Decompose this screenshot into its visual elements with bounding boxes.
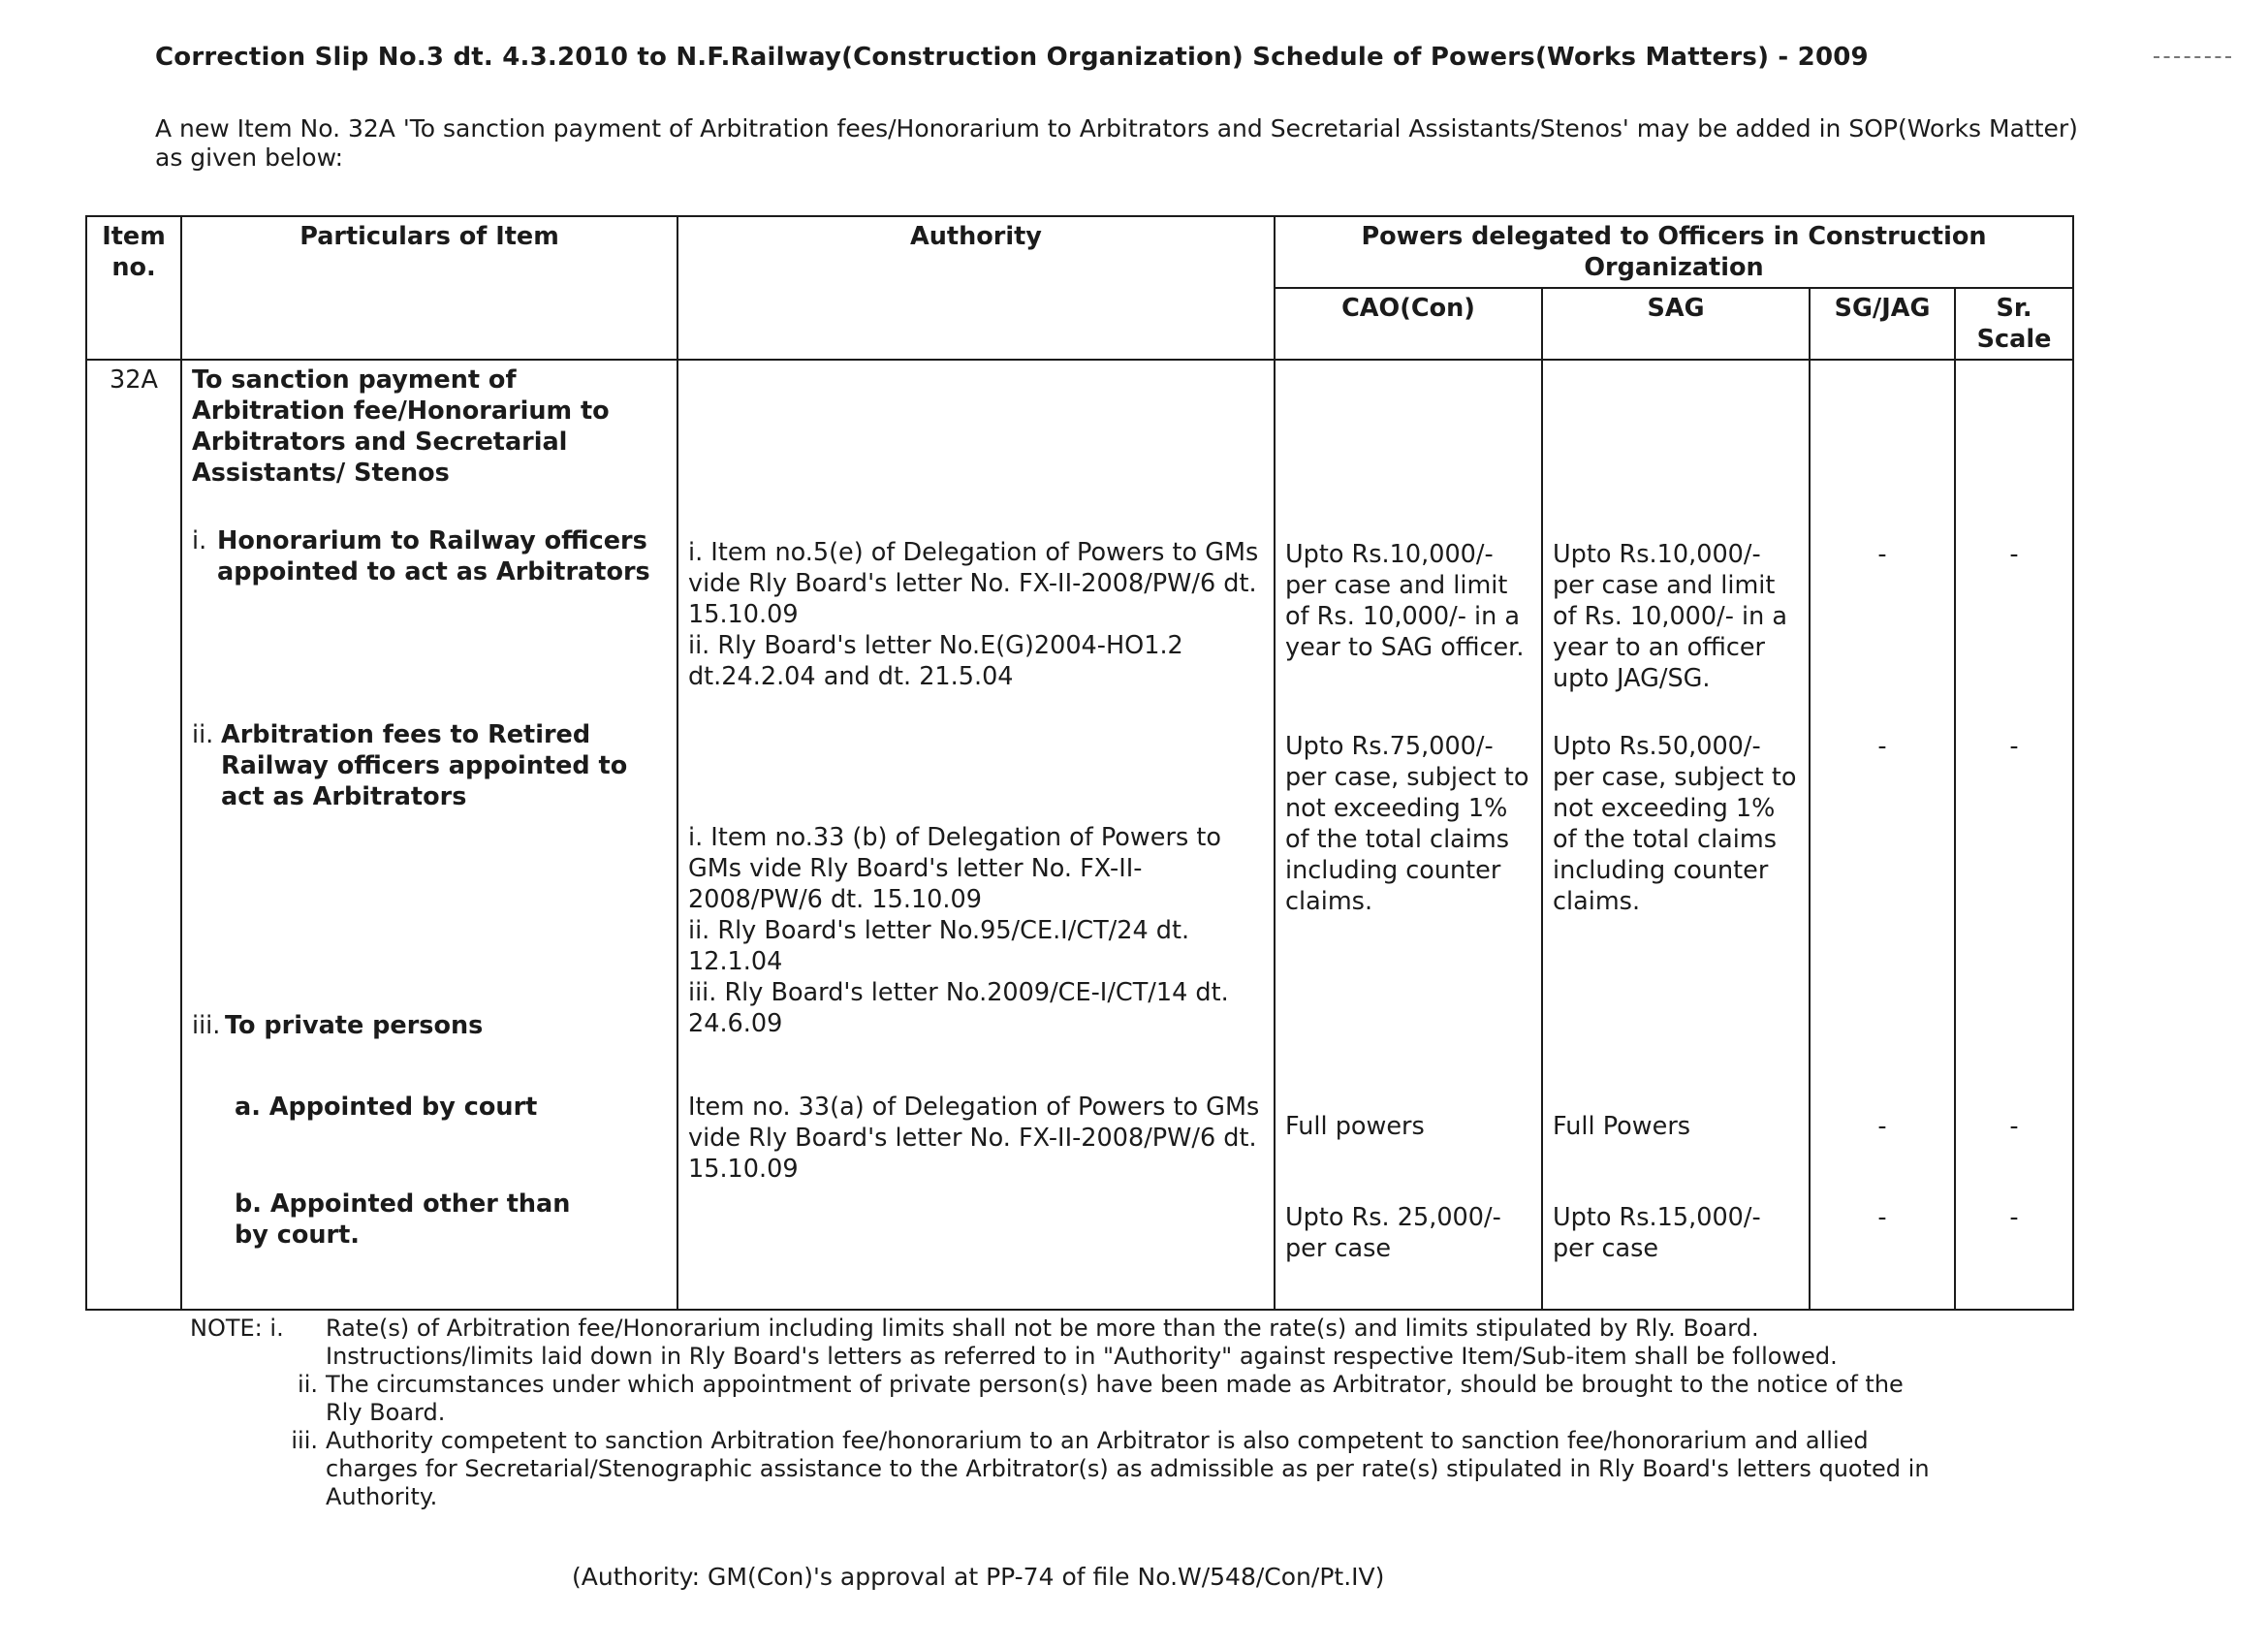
item-number: 32A [110, 365, 158, 395]
document-title: Correction Slip No.3 dt. 4.3.2010 to N.F.Railway(Construction Organization) Schedule of Powers(Works Matters) - 2009 [155, 43, 1869, 72]
authority-ii-2: ii. Rly Board's letter No.95/CE.I/CT/24 dt. 12.1.04 [688, 916, 1190, 976]
cell-cao [1275, 360, 1542, 1310]
sag-sub-iii-a: Full Powers [1553, 1112, 1691, 1141]
cao-sub-iii-b: Upto Rs. 25,000/- per case [1285, 1203, 1501, 1263]
sub-item-iii-label: To private persons [225, 1011, 484, 1040]
sag-sub-i: Upto Rs.10,000/- per case and limit of Rs. 10,000/- in a year to an officer upto JAG/SG. [1553, 540, 1788, 693]
cell-sag [1542, 360, 1810, 1310]
note-heading: NOTE: [190, 1315, 263, 1342]
sgjag-sub-iii-a: - [1877, 1112, 1887, 1141]
schedule-table [85, 215, 2074, 1311]
note-lead [190, 1315, 326, 1371]
cao-sub-iii-a: Full powers [1285, 1112, 1425, 1141]
cell-authority [677, 360, 1275, 1310]
notes-section [190, 1315, 1944, 1511]
authority-ii-3: iii. Rly Board's letter No.2009/CE-I/CT/14 dt. 24.6.09 [688, 978, 1229, 1038]
sub-item-iii-a: a. Appointed by court [235, 1093, 538, 1122]
header-sag: SAG [1542, 288, 1810, 360]
authority-i-1: i. Item no.5(e) of Delegation of Powers to GMs vide Rly Board's letter No. FX-II-2008/PW/6 dt. 15.10.09 [688, 538, 1259, 629]
cell-sr-scale [1955, 360, 2073, 1310]
cell-particulars [181, 360, 677, 1310]
note-iii [190, 1427, 1944, 1511]
header-powers-delegated: Powers delegated to Officers in Construction Organization [1275, 216, 2073, 288]
sag-sub-ii: Upto Rs.50,000/- per case, subject to not exceeding 1% of the total claims including counter claims. [1553, 732, 1797, 916]
authority-reference: (Authority: GM(Con)'s approval at PP-74 of file No.W/548/Con/Pt.IV) [572, 1563, 1385, 1591]
authority-i-2: ii. Rly Board's letter No.E(G)2004-HO1.2 dt.24.2.04 and dt. 21.5.04 [688, 631, 1183, 691]
item-title: To sanction payment of Arbitration fee/Honorarium to Arbitrators and Secretarial Assistants/ Stenos [192, 365, 610, 488]
cell-item-no [86, 360, 181, 1310]
cell-sg-jag [1810, 360, 1955, 1310]
note-ii [190, 1371, 1944, 1427]
note-iii-text: Authority competent to sanction Arbitration fee/honorarium to an Arbitrator is also competent to sanction fee/honorarium and allied charges for Secretarial/Stenographic assistance to the Arbitrator(s) as admissible as per rate(s) stipulated in Rly Board's letters quoted in Authority. [326, 1427, 1930, 1510]
sub-item-iii-b: b. Appointed other than by court. [235, 1189, 571, 1250]
header-row-1 [86, 216, 2073, 288]
srscale-sub-iii-b: - [2009, 1203, 2019, 1232]
sgjag-sub-iii-b: - [1877, 1203, 1887, 1232]
header-sg-jag: SG/JAG [1810, 288, 1955, 360]
sgjag-sub-i: - [1877, 540, 1887, 569]
cao-sub-i: Upto Rs.10,000/- per case and limit of Rs. 10,000/- in a year to SAG officer. [1285, 540, 1525, 662]
header-particulars: Particulars of Item [181, 216, 677, 360]
sag-sub-iii-b: Upto Rs.15,000/- per case [1553, 1203, 1761, 1263]
note-i-number: i. [269, 1315, 284, 1342]
header-authority: Authority [677, 216, 1275, 360]
header-cao: CAO(Con) [1275, 288, 1542, 360]
sub-item-i [192, 525, 667, 719]
srscale-sub-i: - [2009, 540, 2019, 569]
sub-item-i-number: i. [192, 526, 207, 555]
sub-item-ii-number: ii. [192, 720, 214, 749]
note-ii-text: The circumstances under which appointment of private person(s) have been made as Arbitrator, should be brought to the notice of the Rly Board. [326, 1371, 1904, 1426]
intro-paragraph: A new Item No. 32A 'To sanction payment of Arbitration fees/Honorarium to Arbitrators and Secretarial Assistants/Stenos' may be added in SOP(Works Matter) as given below: [155, 114, 2078, 172]
sub-item-ii [192, 719, 667, 1010]
sub-item-iii-number: iii. [192, 1011, 221, 1040]
sgjag-sub-ii: - [1877, 732, 1887, 761]
header-sr-scale: Sr. Scale [1955, 288, 2073, 360]
cao-sub-ii: Upto Rs.75,000/- per case, subject to not exceeding 1% of the total claims including counter claims. [1285, 732, 1529, 916]
header-item-no: Item no. [86, 216, 181, 360]
sub-item-iii [192, 1010, 667, 1092]
note-i [190, 1315, 1944, 1371]
table-row-32a [86, 360, 2073, 1310]
scan-mark [2154, 56, 2231, 58]
authority-iii: Item no. 33(a) of Delegation of Powers to GMs vide Rly Board's letter No. FX-II-2008/PW/6 dt. 15.10.09 [688, 1093, 1260, 1184]
srscale-sub-ii: - [2009, 732, 2019, 761]
note-ii-number: ii. [298, 1371, 318, 1398]
note-iii-number: iii. [291, 1427, 318, 1454]
authority-ii-1: i. Item no.33 (b) of Delegation of Powers to GMs vide Rly Board's letter No. FX-II-2008/PW/6 dt. 15.10.09 [688, 823, 1221, 914]
sub-item-i-label: Honorarium to Railway officers appointed to act as Arbitrators [217, 526, 650, 586]
note-i-text: Rate(s) of Arbitration fee/Honorarium including limits shall not be more than the rate(s) and limits stipulated by Rly. Board. Instructions/limits laid down in Rly Board's letters as referred to in "Authority" against respective Item/Sub-item shall be followed. [326, 1315, 1838, 1370]
srscale-sub-iii-a: - [2009, 1112, 2019, 1141]
sub-item-ii-label: Arbitration fees to Retired Railway officers appointed to act as Arbitrators [221, 720, 628, 811]
